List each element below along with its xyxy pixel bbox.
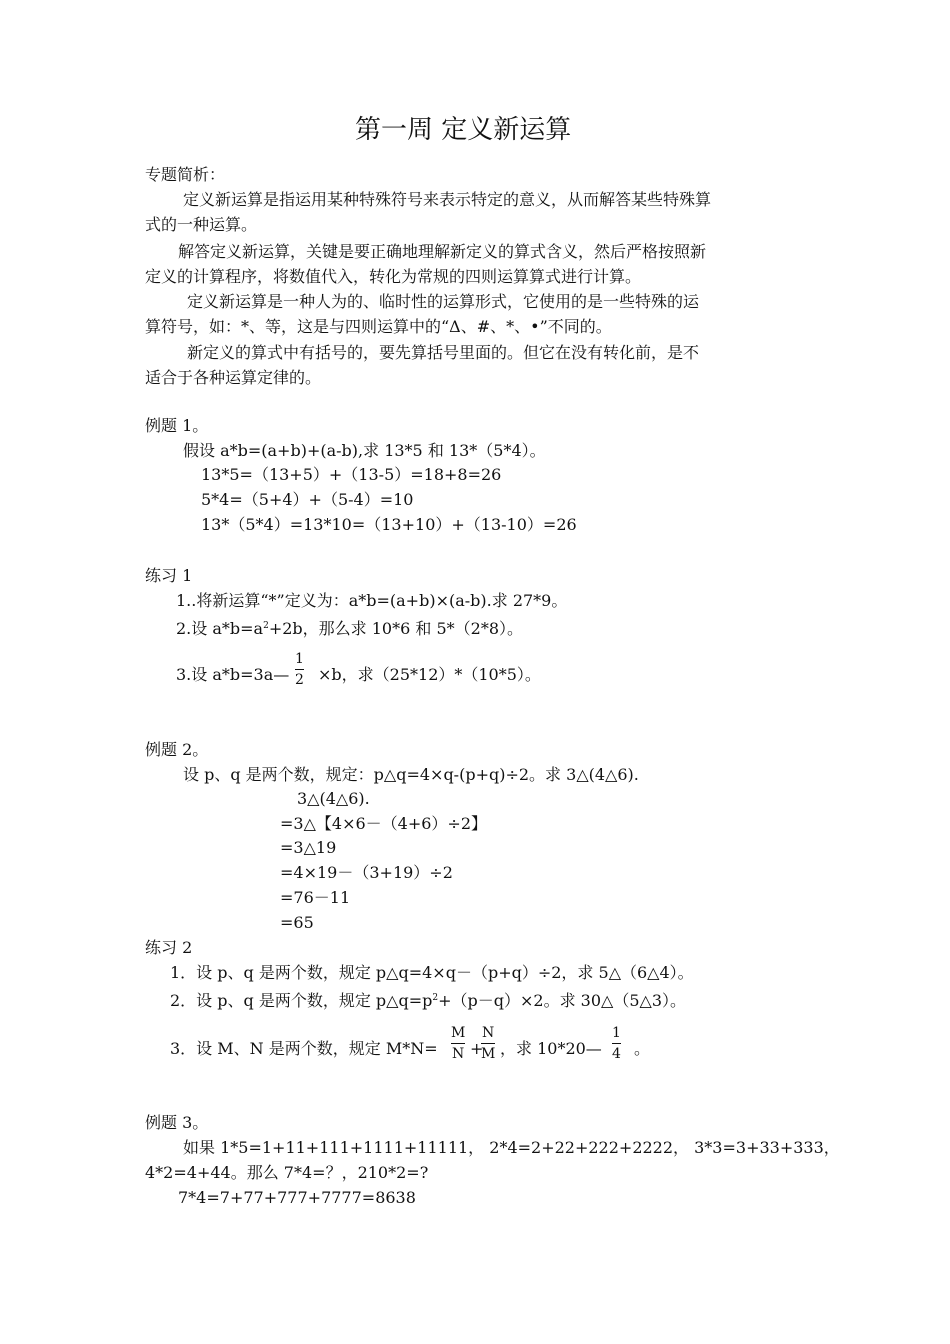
intro-paragraph-line: 适合于各种运算定律的。 xyxy=(145,368,322,387)
practice-1-question-3-end: ×b，求（25*12）*（10*5）。 xyxy=(318,665,541,684)
example-2-step: =4×19－（3+19）÷2 xyxy=(280,863,453,882)
fraction-m-over-n: M N xyxy=(451,1025,466,1062)
practice-1-question-2: 2.设 $a*b=a^2+2b$，那么求 10*6 和 5*（2*8）。 xyxy=(176,619,523,638)
fraction-one-half: 1 2 xyxy=(295,651,304,688)
practice-2-question-3-end: 。 xyxy=(634,1039,651,1058)
practice-2-question-1: 1．设 p、q 是两个数，规定 p△q=4×q－（p+q）÷2，求 5△（6△4）。 xyxy=(170,963,694,982)
intro-paragraph-line: 定义新运算是一种人为的、临时性的运算形式，它使用的是一些特殊的运 xyxy=(187,292,700,311)
example-1-problem: 假设 a*b=(a+b)+(a-b),求 13*5 和 13*（5*4）。 xyxy=(183,441,546,460)
fraction-one-quarter: 1 4 xyxy=(612,1025,621,1062)
plus-sign: + xyxy=(470,1039,484,1058)
example-2-step: =76－11 xyxy=(280,888,351,907)
example-1-heading: 例题 1。 xyxy=(145,416,209,435)
example-2-step: =65 xyxy=(280,913,314,932)
intro-paragraph-line: 解答定义新运算，关键是要正确地理解新定义的算式含义，然后严格按照新 xyxy=(178,242,707,261)
practice-2-heading: 练习 2 xyxy=(145,938,193,957)
intro-heading: 专题简析： xyxy=(145,165,226,184)
example-3-problem-line: 4*2=4+44。那么 7*4=？，210*2=? xyxy=(145,1163,429,1182)
practice-2-question-3-start: 3．设 M、N 是两个数，规定 M*N= xyxy=(170,1039,438,1058)
practice-1-question-1: 1..将新运算“*”定义为：a*b=(a+b)×(a-b).求 27*9。 xyxy=(176,591,568,610)
example-2-heading: 例题 2。 xyxy=(145,740,209,759)
example-2-step: 3△(4△6). xyxy=(297,789,370,808)
example-3-step: 7*4=7+77+777+7777=8638 xyxy=(178,1188,416,1207)
practice-2-question-2: 2．设 p、q 是两个数，规定 $p\triangle q=p^2+(p-q)\times 2$。求 30△（5△3）。 xyxy=(170,991,687,1010)
intro-paragraph-line: 式的一种运算。 xyxy=(145,215,258,234)
intro-paragraph-line: 定义的计算程序，将数值代入，转化为常规的四则运算算式进行计算。 xyxy=(145,267,642,286)
practice-1-question-3-start: 3.设 a*b=3a— xyxy=(176,665,290,684)
example-2-step: =3△19 xyxy=(280,838,337,857)
intro-paragraph-line: 新定义的算式中有括号的，要先算括号里面的。但它在没有转化前，是不 xyxy=(187,343,700,362)
page-title: 第一周 定义新运算 xyxy=(355,115,572,145)
intro-paragraph-line: 定义新运算是指运用某种特殊符号来表示特定的意义，从而解答某些特殊算 xyxy=(183,190,712,209)
example-3-problem-line: 如果 1*5=1+11+111+1111+11111， 2*4=2+22+222+2222， 3*3=3+33+333， xyxy=(183,1138,840,1157)
example-2-step: =3△【4×6－（4+6）÷2】 xyxy=(280,814,488,833)
fraction-n-over-m: N M xyxy=(481,1025,496,1062)
intro-paragraph-line: 算符号，如：*、等，这是与四则运算中的“Δ、#、*、•”不同的。 xyxy=(145,317,612,336)
example-1-step: 13*5=（13+5）+（13-5）=18+8=26 xyxy=(201,465,502,484)
example-3-heading: 例题 3。 xyxy=(145,1113,209,1132)
example-1-step: 13*（5*4）=13*10=（13+10）+（13-10）=26 xyxy=(201,515,577,534)
practice-1-heading: 练习 1 xyxy=(145,566,193,585)
example-1-step: 5*4=（5+4）+（5-4）=10 xyxy=(201,490,414,509)
practice-2-question-3-middle: ，求 10*20— xyxy=(500,1039,602,1058)
example-2-problem: 设 p、q 是两个数，规定：p△q=4×q-(p+q)÷2。求 3△(4△6). xyxy=(183,765,639,784)
